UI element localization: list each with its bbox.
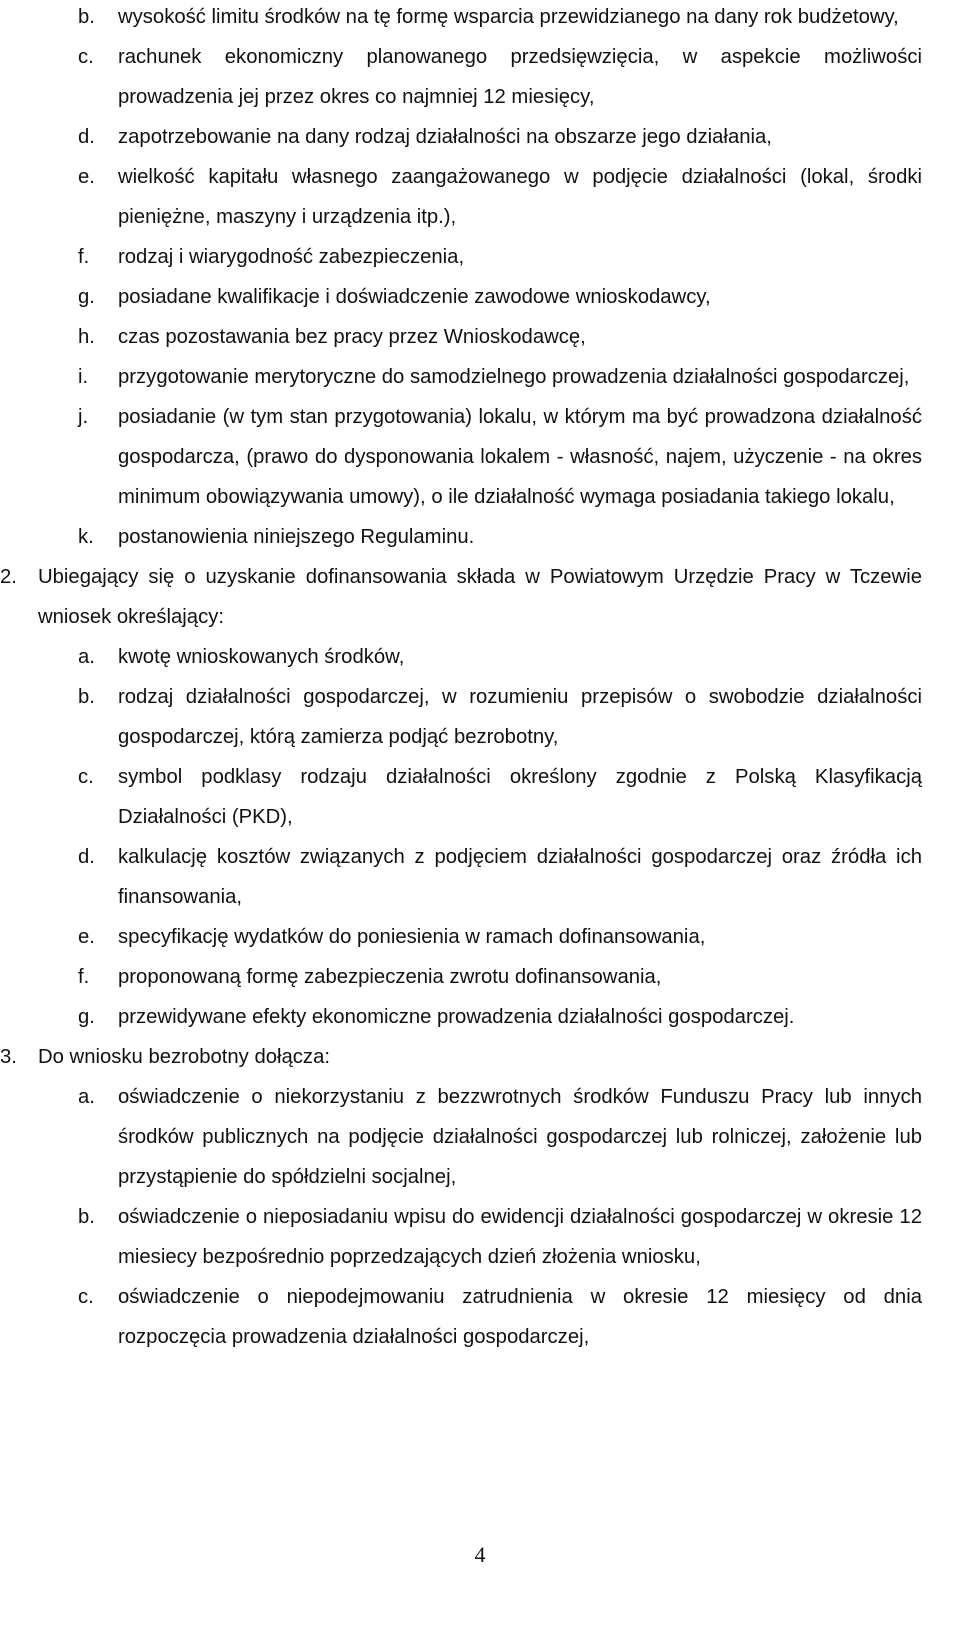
list-item-text: posiadane kwalifikacje i doświadczenie zawodowe wnioskodawcy, [118,286,711,308]
list-item-text: postanowienia niniejszego Regulaminu. [118,526,475,548]
section-2 [0,557,922,637]
list-item [38,157,922,237]
list-item [38,237,922,277]
list-marker: g. [78,286,95,308]
list-item-text: rodzaj i wiarygodność zabezpieczenia, [118,246,465,268]
list-item-text: kalkulację kosztów związanych z podjęciem działalności gospodarczej oraz źródła ich finansowania, [118,846,922,908]
section-number: 3. [0,1046,17,1068]
list-marker: c. [78,46,94,68]
list-item-text: posiadanie (w tym stan przygotowania) lokalu, w którym ma być prowadzona działalność gospodarcza, (prawo do dysponowania lokalem - własność, najem, użyczenie - na okres minimum obowiązywania umowy), o ile działalność wymaga posiadania takiego lokalu, [118,406,922,508]
list-marker: j. [78,406,89,428]
list-marker: g. [78,1006,95,1028]
list-item [38,677,922,757]
list-item-text: wysokość limitu środków na tę formę wsparcia przewidzianego na dany rok budżetowy, [118,6,899,28]
list-item-text: rodzaj działalności gospodarczej, w rozumieniu przepisów o swobodzie działalności gospodarczej, którą zamierza podjąć bezrobotny, [118,686,922,748]
list-item-text: przewidywane efekty ekonomiczne prowadzenia działalności gospodarczej. [118,1006,795,1028]
list-item [38,637,922,677]
list-marker: f. [78,966,90,988]
list-marker: c. [78,766,94,788]
list-item-text: specyfikację wydatków do poniesienia w ramach dofinansowania, [118,926,706,948]
list-item [38,37,922,117]
list-item [38,117,922,157]
list-item [38,837,922,917]
section-number: 2. [0,566,17,588]
list-item [38,1197,922,1277]
list-item [38,277,922,317]
list-item-text: wielkość kapitału własnego zaangażowanego w podjęcie działalności (lokal, środki pieniężne, maszyny i urządzenia itp.), [118,166,922,228]
list-marker: d. [78,126,95,148]
list-item-text: kwotę wnioskowanych środków, [118,646,405,668]
page-number: 4 [474,1542,486,1567]
list-item [38,517,922,557]
list-item-text: zapotrzebowanie na dany rodzaj działalności na obszarze jego działania, [118,126,772,148]
list-item [38,357,922,397]
list-item [38,1277,922,1357]
list-item-text: oświadczenie o nieposiadaniu wpisu do ewidencji działalności gospodarczej w okresie 12 miesiecy bezpośrednio poprzedzających dzień złożenia wniosku, [118,1206,922,1268]
list-item-text: rachunek ekonomiczny planowanego przedsięwzięcia, w aspekcie możliwości prowadzenia jej przez okres co najmniej 12 miesięcy, [118,46,922,108]
list-marker: a. [78,646,95,668]
list-marker: d. [78,846,95,868]
list-item-text: oświadczenie o niepodejmowaniu zatrudnienia w okresie 12 miesięcy od dnia rozpoczęcia prowadzenia działalności gospodarczej, [118,1286,922,1348]
list-item [38,997,922,1037]
section-3 [0,1037,922,1077]
list-item [38,917,922,957]
list-marker: e. [78,166,95,188]
list-marker: i. [78,366,89,388]
list-item [38,0,922,37]
list-item-text: oświadczenie o niekorzystaniu z bezzwrotnych środków Funduszu Pracy lub innych środków publicznych na podjęcie działalności gospodarczej lub rolniczej, założenie lub przystąpienie do spółdzielni socjalnej, [118,1086,922,1188]
list-item-text: przygotowanie merytoryczne do samodzielnego prowadzenia działalności gospodarczej, [118,366,910,388]
list-marker: k. [78,526,94,548]
section-text: Ubiegający się o uzyskanie dofinansowania składa w Powiatowym Urzędzie Pracy w Tczewie wniosek określający: [38,566,922,628]
list-item [38,957,922,997]
list-item-text: czas pozostawania bez pracy przez Wnioskodawcę, [118,326,586,348]
list-marker: b. [78,6,95,28]
list-item [38,317,922,357]
list-marker: h. [78,326,95,348]
section-text: Do wniosku bezrobotny dołącza: [38,1046,330,1068]
list-marker: f. [78,246,90,268]
list-item [38,757,922,837]
list-marker: c. [78,1286,94,1308]
list-item [38,1077,922,1197]
list-item-text: symbol podklasy rodzaju działalności określony zgodnie z Polską Klasyfikacją Działalności (PKD), [118,766,922,828]
list-marker: b. [78,1206,95,1228]
list-marker: a. [78,1086,95,1108]
list-item [38,397,922,517]
list-item-text: proponowaną formę zabezpieczenia zwrotu dofinansowania, [118,966,662,988]
list-marker: e. [78,926,95,948]
list-marker: b. [78,686,95,708]
